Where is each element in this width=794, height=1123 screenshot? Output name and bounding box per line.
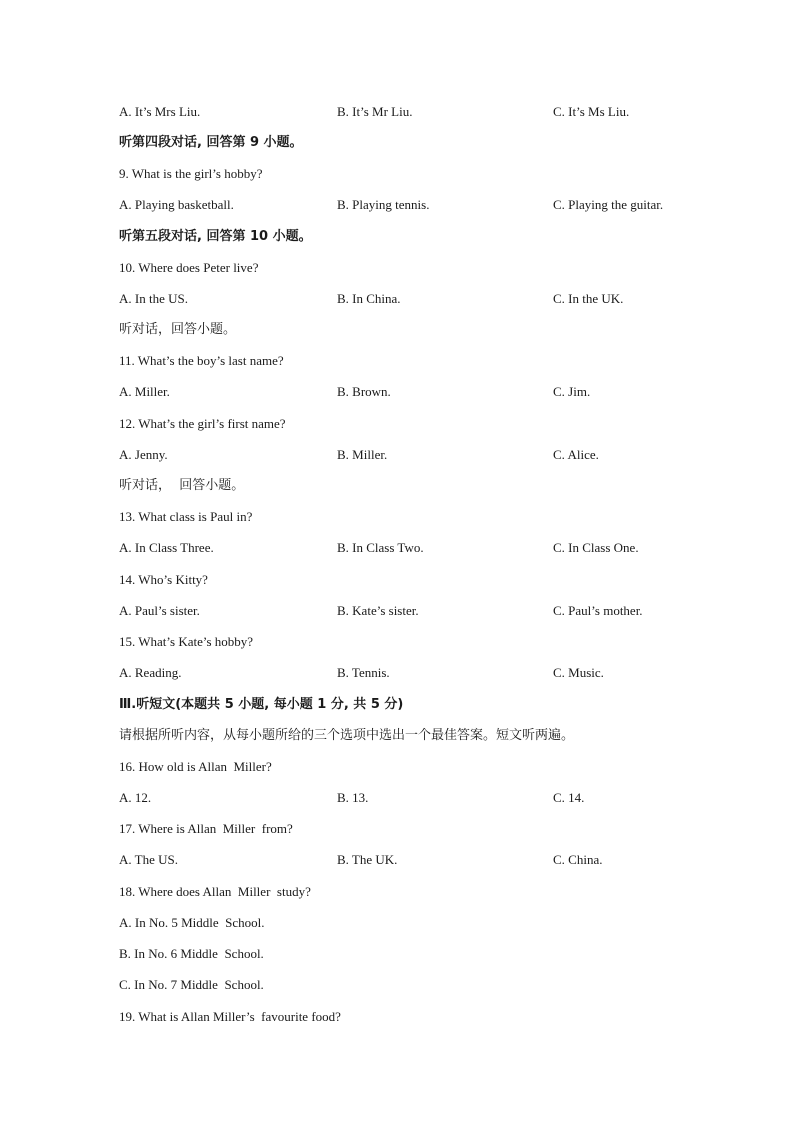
option-b[interactable]: B. Miller. (337, 447, 388, 462)
option-b[interactable]: B. In Class Two. (337, 540, 424, 555)
question-15: 15. What’s Kate’s hobby? (119, 634, 254, 649)
question-14: 14. Who’s Kitty? (119, 572, 208, 587)
option-c[interactable]: C. In the UK. (553, 291, 624, 306)
option-a[interactable]: A. In Class Three. (119, 540, 214, 555)
option-a[interactable]: A. 12. (119, 790, 152, 805)
option-c[interactable]: C. Jim. (553, 384, 591, 399)
listening-instruction: 听对话， 回答小题。 (119, 478, 245, 493)
option-a[interactable]: A. Jenny. (119, 447, 168, 462)
option-c[interactable]: C. China. (553, 852, 603, 867)
question-10: 10. Where does Peter live? (119, 260, 259, 275)
option-a[interactable]: A. The US. (119, 852, 178, 867)
option-c[interactable]: C. In Class One. (553, 540, 639, 555)
question-16: 16. How old is Allan Miller? (119, 759, 272, 774)
option-b[interactable]: B. It’s Mr Liu. (337, 104, 413, 119)
option-a[interactable]: A. In No. 5 Middle School. (119, 915, 265, 930)
option-b[interactable]: B. Tennis. (337, 665, 390, 680)
option-b[interactable]: B. The UK. (337, 852, 398, 867)
question-11: 11. What’s the boy’s last name? (119, 353, 284, 368)
option-c[interactable]: C. Music. (553, 665, 604, 680)
option-b[interactable]: B. 13. (337, 790, 369, 805)
section-5-heading: 听第五段对话, 回答第 10 小题。 (119, 229, 312, 244)
option-c[interactable]: C. Playing the guitar. (553, 197, 664, 212)
option-a[interactable]: A. Reading. (119, 665, 182, 680)
question-13: 13. What class is Paul in? (119, 509, 253, 524)
option-a[interactable]: A. Playing basketball. (119, 197, 234, 212)
section-4-heading: 听第四段对话, 回答第 9 小题。 (119, 135, 303, 150)
option-b[interactable]: B. Brown. (337, 384, 391, 399)
question-9: 9. What is the girl’s hobby? (119, 166, 263, 181)
option-a[interactable]: A. In the US. (119, 291, 188, 306)
question-12: 12. What’s the girl’s first name? (119, 416, 286, 431)
option-b[interactable]: B. Playing tennis. (337, 197, 430, 212)
option-b[interactable]: B. In China. (337, 291, 401, 306)
option-c[interactable]: C. Paul’s mother. (553, 603, 643, 618)
option-b[interactable]: B. Kate’s sister. (337, 603, 419, 618)
option-b[interactable]: B. In No. 6 Middle School. (119, 946, 264, 961)
option-c[interactable]: C. In No. 7 Middle School. (119, 977, 264, 992)
option-c[interactable]: C. Alice. (553, 447, 599, 462)
question-19: 19. What is Allan Miller’s favourite food? (119, 1009, 341, 1024)
option-a[interactable]: A. It’s Mrs Liu. (119, 104, 201, 119)
option-c[interactable]: C. 14. (553, 790, 585, 805)
question-18: 18. Where does Allan Miller study? (119, 884, 311, 899)
part-3-instruction: 请根据所听内容，从每小题所给的三个选项中选出一个最佳答案。短文听两遍。 (119, 728, 575, 743)
listening-instruction: 听对话，回答小题。 (119, 322, 237, 337)
option-c[interactable]: C. It’s Ms Liu. (553, 104, 630, 119)
question-17: 17. Where is Allan Miller from? (119, 821, 293, 836)
option-a[interactable]: A. Paul’s sister. (119, 603, 200, 618)
option-a[interactable]: A. Miller. (119, 384, 170, 399)
part-3-heading: Ⅲ.听短文(本题共 5 小题, 每小题 1 分, 共 5 分) (119, 697, 404, 712)
